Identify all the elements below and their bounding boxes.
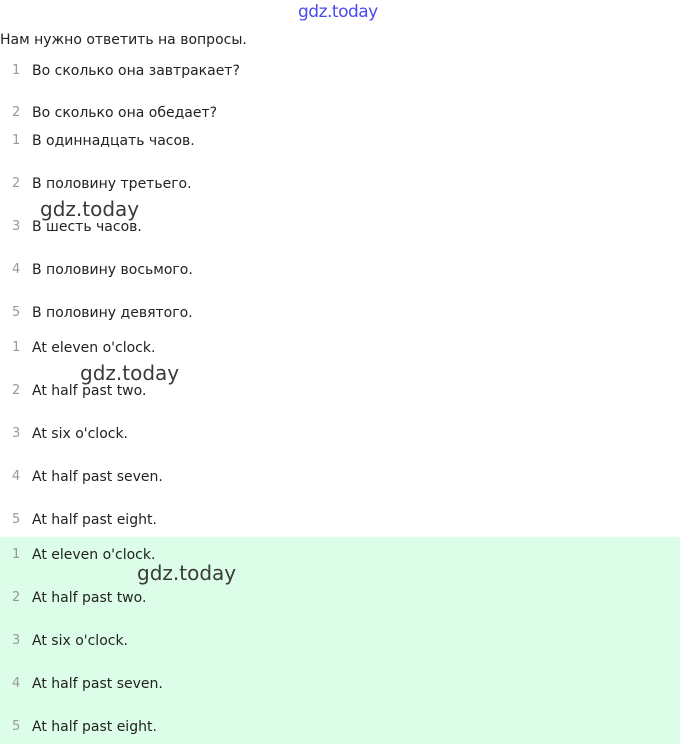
item-number: 4	[12, 262, 21, 277]
item-number: 3	[12, 426, 21, 441]
item-text: В половину третьего.	[32, 176, 192, 192]
item-text: At half past seven.	[32, 676, 163, 692]
item-text: At six o'clock.	[32, 426, 129, 442]
item-number: 2	[12, 590, 21, 605]
item-text: At eleven o'clock.	[32, 340, 156, 356]
item-text: At half past two.	[32, 383, 147, 399]
item-text: At half past seven.	[32, 469, 163, 485]
item-text: At half past eight.	[32, 719, 157, 735]
item-text: В половину восьмого.	[32, 262, 193, 278]
item-text: Во сколько она обедает?	[32, 105, 218, 121]
item-text: At six o'clock.	[32, 633, 129, 649]
watermark: gdz.today	[137, 561, 237, 585]
watermark: gdz.today	[80, 361, 180, 385]
item-text: В шесть часов.	[32, 219, 142, 235]
item-number: 4	[12, 469, 21, 484]
item-number: 1	[12, 547, 21, 562]
intro-text: Нам нужно ответить на вопросы.	[0, 32, 247, 48]
watermark: gdz.today	[40, 197, 140, 221]
item-text: At half past eight.	[32, 512, 157, 528]
item-number: 3	[12, 219, 21, 234]
item-text: Во сколько она завтракает?	[32, 63, 240, 79]
watermark: gdz.today	[298, 2, 378, 22]
item-text: В половину девятого.	[32, 305, 193, 321]
item-number: 1	[12, 133, 21, 148]
item-number: 1	[12, 340, 21, 355]
item-number: 4	[12, 676, 21, 691]
item-number: 2	[12, 105, 21, 120]
item-number: 5	[12, 512, 21, 527]
item-number: 2	[12, 176, 21, 191]
item-number: 1	[12, 63, 21, 78]
item-number: 5	[12, 719, 21, 734]
item-text: At half past two.	[32, 590, 147, 606]
item-text: At eleven o'clock.	[32, 547, 156, 563]
item-number: 3	[12, 633, 21, 648]
item-text: В одиннадцать часов.	[32, 133, 195, 149]
item-number: 5	[12, 305, 21, 320]
item-number: 2	[12, 383, 21, 398]
